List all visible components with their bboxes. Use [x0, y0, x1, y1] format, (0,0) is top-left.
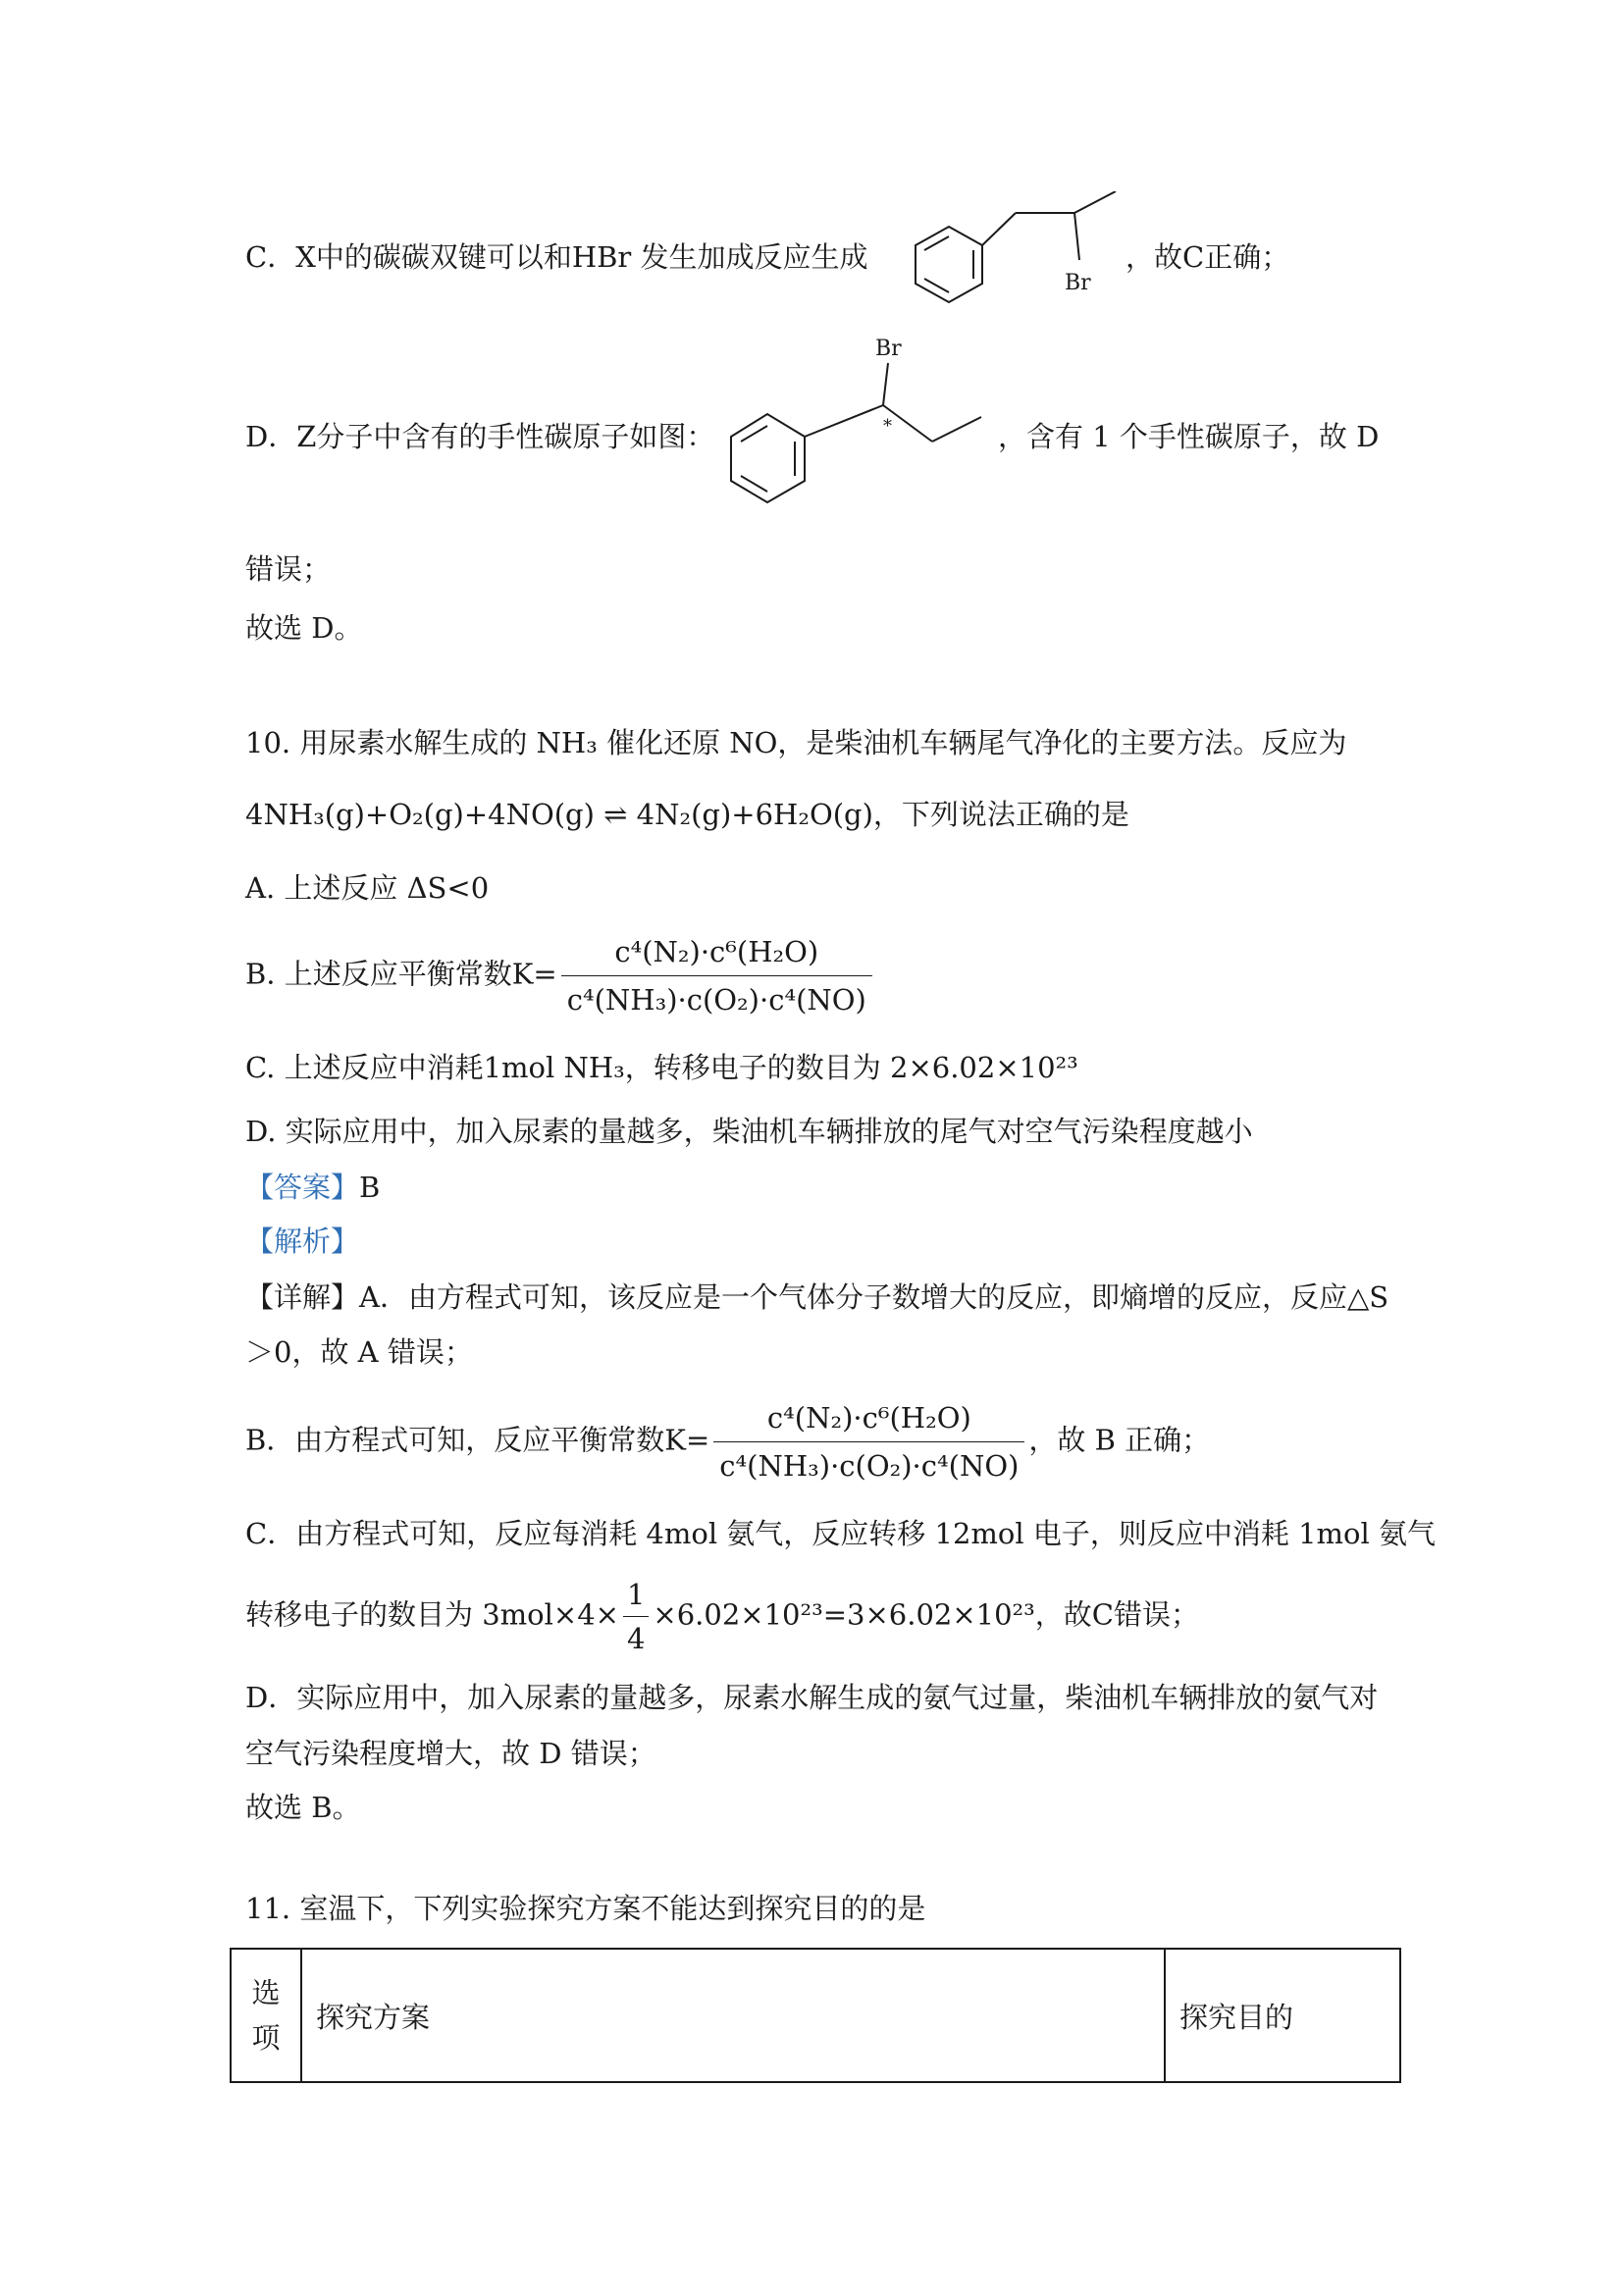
d-option-after: ，含有 1 个手性碳原子，故 D — [998, 420, 1380, 453]
q10-option-b-prefix: B. 上述反应平衡常数K= — [245, 957, 557, 991]
q10-stem-line2: 4NH₃(g)+O₂(g)+4NO(g) ⇌ 4N₂(g)+6H₂O(g)，下列说法正确的是 — [245, 798, 1129, 831]
detail-b-prefix: B．由方程式可知，反应平衡常数K= — [245, 1423, 710, 1457]
detail-b-line — [245, 1398, 1210, 1486]
d-mol-br-label: Br — [875, 337, 902, 361]
d-option-line — [245, 417, 714, 456]
c-molecule-structure — [878, 191, 1148, 314]
header-option-char1: 选 — [251, 1976, 281, 2009]
detail-c-line1: C．由方程式可知，反应每消耗 4mol 氨气，反应转移 12mol 电子，则反应中消耗 1mol 氨气 — [245, 1517, 1437, 1550]
detail-b-suffix: ，故 B 正确； — [1028, 1423, 1211, 1457]
k-numerator: c⁴(N₂)·c⁶(H₂O) — [561, 932, 872, 976]
d-option-text: D．Z分子中含有的手性碳原子如图： — [245, 420, 715, 453]
c-option-line — [245, 237, 868, 277]
answer-label: 【答案】 — [245, 1171, 360, 1204]
detail-a-line1 — [245, 1278, 1388, 1317]
q10-option-a: A. 上述反应 ΔS<0 — [245, 871, 490, 905]
d-molecule-structure — [716, 334, 1001, 530]
c-mol-br-label: Br — [1065, 271, 1091, 295]
table-header-row — [231, 1949, 1400, 2082]
quarter-denominator: 4 — [626, 1622, 646, 1655]
answer-value: B — [359, 1171, 381, 1204]
q9-conclusion: 故选 D。 — [245, 611, 363, 645]
k-denominator: c⁴(NH₃)·c(O₂)·c⁴(NO) — [566, 983, 866, 1017]
q10-option-d: D. 实际应用中，加入尿素的量越多，柴油机车辆排放的尾气对空气污染程度越小 — [245, 1115, 1253, 1148]
detail-d-line2: 空气污染程度增大，故 D 错误； — [245, 1737, 656, 1770]
k-expression-fraction — [561, 932, 872, 1019]
q11-table — [230, 1948, 1401, 2083]
detail-a-text: A．由方程式可知，该反应是一个气体分子数增大的反应，即熵增的反应，反应△S — [359, 1280, 1389, 1314]
q10-option-c: C. 上述反应中消耗1mol NH₃，转移电子的数目为 2×6.02×10²³ — [245, 1051, 1078, 1084]
detail-c-prefix: 转移电子的数目为 3mol×4× — [245, 1597, 619, 1632]
d-option-wrap: 错误； — [245, 552, 332, 586]
q10-conclusion: 故选 B。 — [245, 1791, 361, 1824]
q10-option-b — [245, 932, 876, 1019]
detail-label: 【详解】 — [245, 1280, 360, 1314]
d-mol-chiral-star: * — [883, 416, 892, 437]
q11-stem: 11. 室温下，下列实验探究方案不能达到探究目的的是 — [245, 1892, 926, 1925]
detail-c-line2 — [245, 1575, 1199, 1658]
detail-k-fraction — [713, 1398, 1024, 1486]
analysis-label: 【解析】 — [245, 1225, 360, 1258]
c-option-after: ，故C正确； — [1126, 240, 1290, 274]
detail-k-denominator: c⁴(NH₃)·c(O₂)·c⁴(NO) — [719, 1449, 1020, 1483]
detail-a-line2: ＞0，故 A 错误； — [245, 1335, 473, 1369]
header-option-char2: 项 — [251, 2021, 281, 2055]
header-plan-cell: 探究方案 — [301, 1949, 1165, 2082]
c-option-text: C．X中的碳碳双键可以和HBr 发生加成反应生成 — [245, 240, 868, 274]
quarter-numerator: 1 — [623, 1575, 649, 1617]
answer-line — [245, 1168, 380, 1207]
q10-stem-line1: 10. 用尿素水解生成的 NH₃ 催化还原 NO，是柴油机车辆尾气净化的主要方法。反应为 — [245, 726, 1347, 759]
detail-d-line1: D．实际应用中，加入尿素的量越多，尿素水解生成的氨气过量，柴油机车辆排放的氨气对 — [245, 1681, 1379, 1714]
detail-c-suffix: ×6.02×10²³=3×6.02×10²³，故C错误； — [653, 1597, 1199, 1632]
header-goal-cell: 探究目的 — [1165, 1949, 1400, 2082]
header-option-cell — [231, 1949, 301, 2082]
quarter-fraction — [623, 1575, 649, 1658]
detail-k-numerator: c⁴(N₂)·c⁶(H₂O) — [713, 1398, 1024, 1442]
